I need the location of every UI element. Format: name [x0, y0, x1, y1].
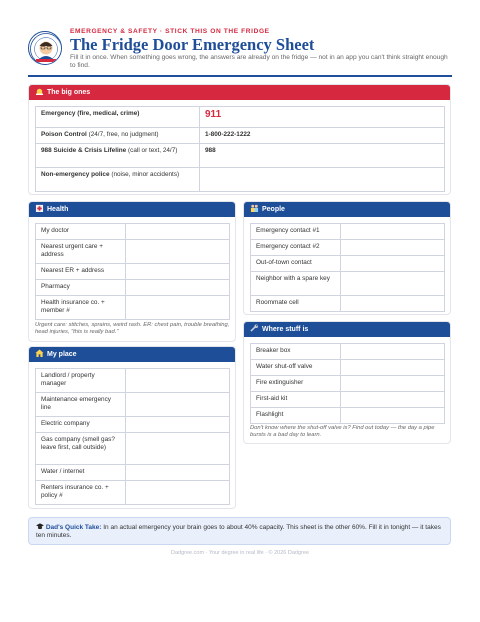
- row-label: Nearest ER + address: [41, 267, 105, 274]
- health-insurance-field[interactable]: [126, 296, 230, 320]
- row-label: Roommate cell: [256, 299, 299, 306]
- table-row: [251, 224, 445, 240]
- where-stuff-card: [243, 321, 451, 444]
- table-row: [251, 240, 445, 256]
- row-label: Pharmacy: [41, 283, 70, 290]
- table-row: [36, 240, 230, 264]
- people-icon: [250, 204, 259, 212]
- row-label: My doctor: [41, 227, 70, 234]
- table-row: [36, 296, 230, 320]
- table-row: [36, 433, 230, 465]
- flashlight-field[interactable]: [341, 408, 445, 424]
- row-value: 1-800-222-1222: [205, 131, 251, 138]
- health-title: Health: [47, 206, 69, 213]
- people-header: [244, 202, 450, 217]
- big-ones-title: The big ones: [47, 89, 91, 96]
- my-doctor-field[interactable]: [126, 224, 230, 240]
- health-header: [29, 202, 235, 217]
- breaker-box-field[interactable]: [341, 344, 445, 360]
- row-label: Non-emergency police: [41, 171, 110, 178]
- table-row: [251, 344, 445, 360]
- my-place-card: [28, 346, 236, 509]
- pharmacy-field[interactable]: [126, 280, 230, 296]
- page-title: The Fridge Door Emergency Sheet: [70, 35, 315, 54]
- my-place-header: [29, 347, 235, 362]
- table-row: [36, 264, 230, 280]
- gas-company-field[interactable]: [126, 433, 230, 465]
- row-label: 988 Suicide & Crisis Lifeline: [41, 147, 127, 154]
- big-ones-card: [28, 84, 451, 195]
- table-row: [36, 465, 230, 481]
- table-row: [251, 272, 445, 296]
- logo-seal-icon: [29, 32, 62, 65]
- table-row: [251, 392, 445, 408]
- health-note: Urgent care: stitches, sprains, weird rash. ER: chest pain, trouble breathing, head injuries, "this is really bad.": [35, 322, 230, 335]
- row-label: Landlord / property manager: [41, 372, 95, 387]
- row-label: Electric company: [41, 420, 90, 427]
- siren-icon: [35, 87, 44, 95]
- neighbor-spare-key-field[interactable]: [341, 272, 445, 296]
- my-place-title: My place: [47, 351, 77, 358]
- table-row: [251, 376, 445, 392]
- renters-insurance-field[interactable]: [126, 481, 230, 505]
- fire-extinguisher-field[interactable]: [341, 376, 445, 392]
- page-kicker: EMERGENCY & SAFETY · STICK THIS ON THE FRIDGE: [70, 28, 270, 35]
- table-row: [36, 280, 230, 296]
- row-label: Emergency contact #1: [256, 227, 320, 234]
- row-label: Out-of-town contact: [256, 259, 312, 266]
- people-title: People: [262, 206, 285, 213]
- tip-text: In an actual emergency your brain goes to about 40% capacity. This sheet is the other 60%. Fill it in tonight — it takes ten minutes.: [36, 524, 441, 539]
- row-label: Gas company (smell gas? leave first, call outside): [41, 436, 115, 451]
- table-row: [36, 128, 445, 144]
- row-label: First-aid kit: [256, 395, 288, 402]
- row-label: Emergency contact #2: [256, 243, 320, 250]
- wrench-icon: [250, 324, 259, 332]
- first-aid-kit-field[interactable]: [341, 392, 445, 408]
- row-label: Fire extinguisher: [256, 379, 304, 386]
- page-header: [28, 28, 452, 76]
- house-icon: [35, 349, 44, 357]
- emergency-number-field[interactable]: [200, 107, 445, 128]
- table-row: [36, 369, 230, 393]
- row-value: 911: [205, 109, 222, 120]
- urgent-care-field[interactable]: [126, 240, 230, 264]
- table-row: [251, 256, 445, 272]
- hospital-icon: [35, 204, 44, 212]
- row-label: Emergency (fire, medical, crime): [41, 110, 140, 117]
- health-table: [35, 223, 230, 320]
- table-row: [36, 168, 445, 192]
- row-label: Renters insurance co. + policy #: [41, 484, 109, 499]
- table-row: [251, 408, 445, 424]
- my-place-table: [35, 368, 230, 505]
- people-table: [250, 223, 445, 312]
- row-label: Nearest urgent care + address: [41, 243, 103, 258]
- graduation-cap-icon: [36, 523, 44, 530]
- page-footer: Dadgree.com · Your degree in real life · © 2026 Dadgree: [171, 550, 309, 556]
- dads-quick-take: [28, 517, 451, 545]
- poison-control-field[interactable]: [200, 128, 445, 144]
- health-card: [28, 201, 236, 342]
- nearest-er-field[interactable]: [126, 264, 230, 280]
- where-stuff-title: Where stuff is: [262, 326, 309, 333]
- row-label-note: (noise, minor accidents): [109, 171, 180, 178]
- header-divider: [28, 75, 452, 77]
- row-label: Maintenance emergency line: [41, 396, 111, 411]
- emergency-contact-2-field[interactable]: [341, 240, 445, 256]
- row-label-note: (24/7, free, no judgment): [86, 131, 159, 138]
- row-label: Water / internet: [41, 468, 85, 475]
- where-stuff-note: Don't know where the shut-off valve is? Find out today — the day a pipe bursts is a bad day to learn.: [250, 425, 435, 438]
- where-stuff-header: [244, 322, 450, 337]
- emergency-contact-1-field[interactable]: [341, 224, 445, 240]
- people-card: [243, 201, 451, 315]
- table-row: [36, 144, 445, 168]
- water-internet-field[interactable]: [126, 465, 230, 481]
- row-label: Poison Control: [41, 131, 87, 138]
- table-row: [36, 481, 230, 505]
- crisis-line-field[interactable]: [200, 144, 445, 168]
- row-label: Water shut-off valve: [256, 363, 313, 370]
- table-row: [36, 224, 230, 240]
- landlord-field[interactable]: [126, 369, 230, 393]
- big-ones-header: [29, 85, 450, 100]
- table-row: [36, 107, 445, 128]
- table-row: [251, 360, 445, 376]
- non-emergency-police-field[interactable]: [200, 168, 445, 192]
- out-of-town-contact-field[interactable]: [341, 256, 445, 272]
- tip-label: Dad's Quick Take:: [45, 524, 102, 531]
- table-row: [251, 296, 445, 312]
- big-ones-table: [35, 106, 445, 192]
- water-shutoff-field[interactable]: [341, 360, 445, 376]
- row-label: Neighbor with a spare key: [256, 275, 330, 282]
- maintenance-line-field[interactable]: [126, 393, 230, 417]
- row-label: Flashlight: [256, 411, 284, 418]
- where-stuff-table: [250, 343, 445, 424]
- row-value: 988: [205, 147, 216, 154]
- electric-company-field[interactable]: [126, 417, 230, 433]
- row-label-note: (call or text, 24/7): [126, 147, 178, 154]
- table-row: [36, 417, 230, 433]
- page-subtitle: Fill it in once. When something goes wrong, the answers are already on the fridge — not in an app you can't think straight enough to find.: [70, 54, 448, 69]
- row-label: Health insurance co. + member #: [41, 299, 105, 314]
- table-row: [36, 393, 230, 417]
- roommate-cell-field[interactable]: [341, 296, 445, 312]
- dadgree-logo: [28, 31, 62, 65]
- row-label: Breaker box: [256, 347, 291, 354]
